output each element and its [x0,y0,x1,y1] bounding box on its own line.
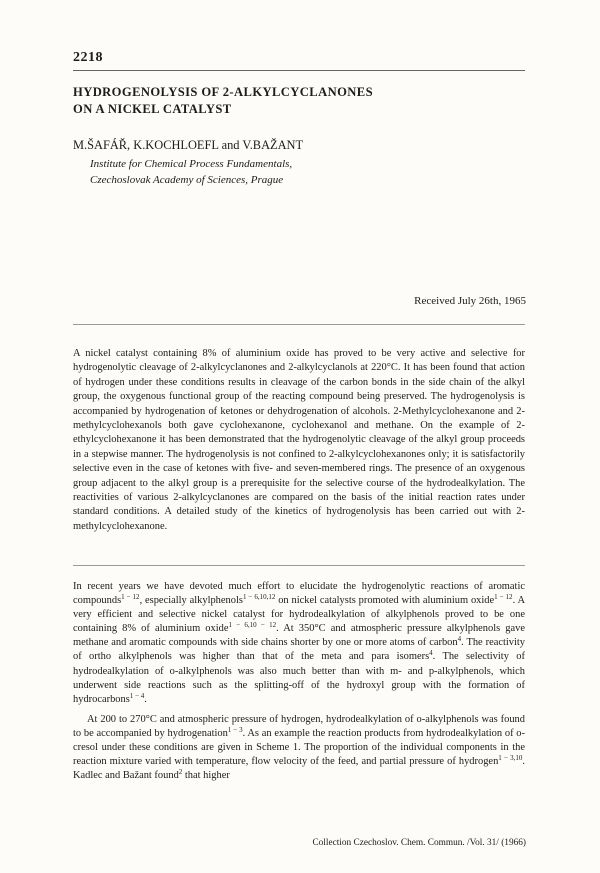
received-date: Received July 26th, 1965 [414,295,526,307]
paragraph-2 [73,713,525,783]
body-text [73,580,525,783]
abstract-top-rule [73,324,525,325]
text-span: . [144,693,147,705]
journal-footer: Collection Czechoslov. Chem. Commun. /Vol. 31/ (1966) [312,838,526,848]
citation: 1 − 12 [494,593,513,602]
text-span: . At 350°C and atmospheric pressure alkylphenols gave methane and aromatic compounds with side chains shorter by one or more atoms of carbon [73,623,525,649]
text-span: At 200 to 270°C and atmospheric pressure of hydrogen, hydrodealkylation of o-alkylphenols was found to be accompanied by hydrogenation [73,713,525,739]
paragraph-1 [73,580,525,707]
title-line-2: ON A NICKEL CATALYST [73,102,232,116]
article-title [73,84,373,118]
title-line-1: HYDROGENOLYSIS OF 2-ALKYLCYCLANONES [73,85,373,99]
abstract: A nickel catalyst containing 8% of aluminium oxide has proved to be very active and selective for hydrogenolytic cleavage of 2-alkylcyclanones and 2-alkylcyclanols at 220°C. It has been found that action of hydrogen under these conditions results in cleavage of the carbon bonds in the side chain of the alkyl group, the oxygenous functional group of the reacting compound being preserved. The hydrogenolysis is accompanied by hydrogenation of ketones or dehydrogenation of alcohols. 2-Methylcyclohexanone and 2-methylcyclohexanols both gave cyclohexanone, cyclohexanol and methane. On the example of 2-ethylcyclohexanone it has been demonstrated that the hydrogenolytic cleavage of the alkyl group proceeds in a stepwise manner. The hydrogenolysis is not confined to 2-alkylcyclohexanones only; it is satisfactorily selective even in the case of ketones with five- and seven-membered rings. The presence of an oxygenous group adjacent to the alkyl group is a prerequisite for the selective course of the hydrodealkylation. The reactivities of various 2-alkylcyclanones are compared on the basis of the initial reaction rates under standard conditions. A detailed study of the kinetics of hydrogenolysis has been carried out with 2-methylcyclohexanone. [73,348,525,532]
affiliation-line-2: Czechoslovak Academy of Sciences, Prague [90,173,284,186]
citation: 4 [429,649,433,658]
citation: 1 − 3,10 [498,754,523,763]
citation: 4 [457,635,462,644]
text-span: . As an example the reaction products from hydrodealkylation of o-cresol under these conditions are given in Scheme 1. The proportion of the individual components in the reaction mixture varied with temperature, flow velocity of the feed, and partial pressure of hydrogen [73,727,526,768]
affiliation-line-1: Institute for Chemical Process Fundamentals, [90,158,293,170]
affiliation [90,157,292,188]
citation: 1 − 3 [227,725,243,734]
citation: 1 − 4 [129,691,145,700]
text-span: . Kadlec and Bažant found [73,756,525,782]
authors: M.ŠAFÁŘ, K.KOCHLOEFL and V.BAŽANT [73,138,304,152]
citation: 2 [178,768,183,777]
text-span: . The selectivity of hydrodealkylation of o-alkylphenols was also much better than with m- and p-alkylphenols, which underwent side reactions such as the splitting-off of the hydroxyl group with the formation of hydrocarbons [73,651,525,705]
citation: 1 − 6,10,12 [242,593,276,602]
text-span: , especially alkylphenols [139,595,243,607]
citation: 1 − 6,10 − 12 [228,621,277,630]
page-number: 2218 [73,50,103,65]
text-span: In recent years we have devoted much effort to elucidate the hydrogenolytic reactions of aromatic compounds [73,581,525,607]
abstract-bottom-rule [73,565,525,566]
text-span: . The reactivity of ortho alkylphenols was higher than that of the meta and para isomers [73,637,526,663]
citation: 1 − 12 [121,593,140,602]
text-span: that higher [182,770,230,782]
header-rule [73,70,525,71]
text-span: . A very efficient and selective nickel catalyst for hydrodealkylation of alkylphenols proved to be one containing 8% of aluminium oxide [73,595,525,635]
text-span: on nickel catalysts promoted with aluminium oxide [275,595,495,607]
